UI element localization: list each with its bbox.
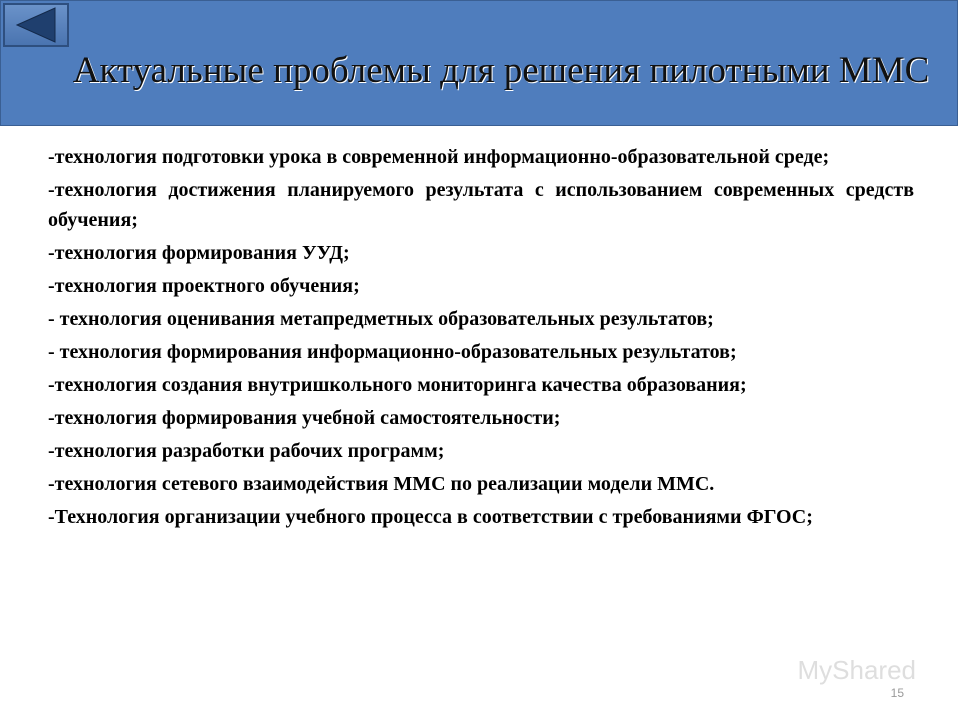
page-number: 15: [890, 686, 904, 700]
list-item: -технология сетевого взаимодействия ММС по реализации модели ММС.: [48, 473, 715, 495]
list-item: -технология достижения планируемого результата с использованием современных средств обучения;: [48, 179, 914, 231]
list-item: - технология оценивания метапредметных образовательных результатов;: [48, 308, 714, 330]
list-item: -технология подготовки урока в современной информационно-образовательной среде;: [48, 146, 830, 168]
list-item: -Технология организации учебного процесса в соответствии с требованиями ФГОС;: [48, 506, 813, 528]
list-item: -технология проектного обучения;: [48, 275, 360, 297]
back-button[interactable]: [3, 3, 69, 47]
list-item: -технология формирования УУД;: [48, 242, 350, 264]
list-item: -технология разработки рабочих программ;: [48, 440, 445, 462]
watermark-text: MyShared: [797, 655, 916, 685]
back-arrow-icon: [5, 5, 67, 45]
slide-header: [0, 0, 958, 126]
list-item: -технология формирования учебной самостоятельности;: [48, 407, 561, 429]
problem-list: [48, 142, 914, 535]
list-item: - технология формирования информационно-образовательных результатов;: [48, 341, 737, 363]
list-item: -технология создания внутришкольного мониторинга качества образования;: [48, 374, 747, 396]
slide-title: Актуальные проблемы для решения пилотными ММС: [72, 50, 930, 91]
